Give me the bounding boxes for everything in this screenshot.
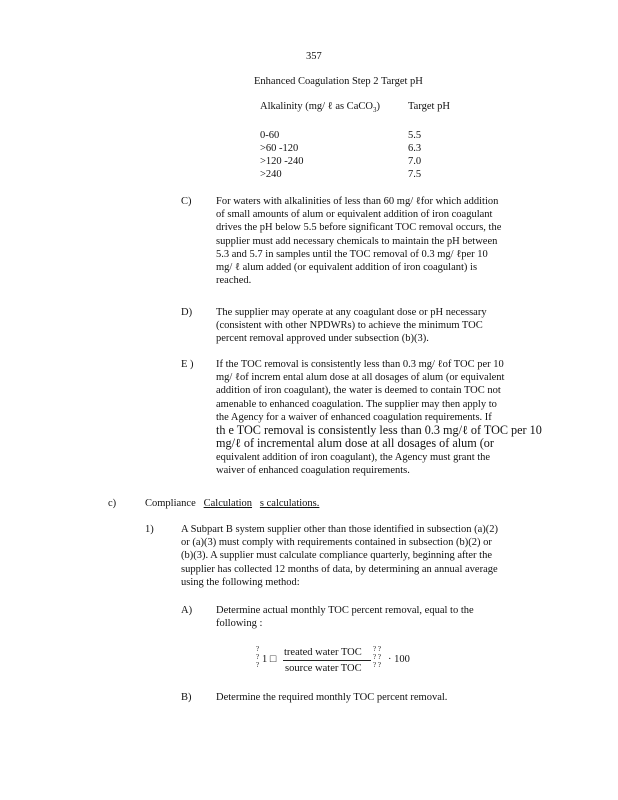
formula-one-minus: 1 □ xyxy=(262,654,277,665)
item-a-body xyxy=(216,604,474,630)
section-c-label: c) xyxy=(108,498,117,509)
para-e-label: E ) xyxy=(181,359,194,370)
item-1-line: using the following method: xyxy=(181,576,300,588)
section-c-title-struck: s calculations. xyxy=(259,498,320,509)
para-e-line: addition of iron coagulant), the water is deemed to contain TOC not xyxy=(216,385,501,397)
table-cell-alk: >120 -240 xyxy=(260,156,304,167)
table-title: Enhanced Coagulation Step 2 Target pH xyxy=(254,76,423,87)
para-e-line: mg/ ℓof increm ental alum dose at all dosages of alum (or equivalent xyxy=(216,372,505,384)
item-1-body xyxy=(181,523,498,589)
formula-left-bracket: ? ? ? xyxy=(256,645,260,669)
table-cell-alk: 0-60 xyxy=(260,130,280,141)
para-e-line: amenable to enhanced coagulation. The supplier may then apply to xyxy=(216,398,497,410)
item-1-line: or (a)(3) must comply with requirements contained in subsection (b)(2) or xyxy=(181,537,492,549)
para-e-line: waiver of enhanced coagulation requirements. xyxy=(216,465,410,477)
table-cell-ph: 7.5 xyxy=(408,169,422,180)
table-cell-ph: 6.3 xyxy=(408,143,422,154)
para-c-body xyxy=(216,195,501,287)
para-e-inserted-line: th e TOC removal is consistently less than 0.3 mg/ℓ of TOC per 10 xyxy=(216,423,542,438)
section-c-title-calculation: Calculation xyxy=(203,498,253,509)
item-a-line: Determine actual monthly TOC percent removal, equal to the xyxy=(216,605,474,616)
para-e-line: equivalent addition of iron coagulant), the Agency must grant the xyxy=(216,451,491,463)
para-d-line: (consistent with other NPDWRs) to achieve the minimum TOC xyxy=(216,320,483,332)
para-c-line: of small amounts of alum or equivalent addition of iron coagulant xyxy=(216,209,493,221)
para-e-line: If the TOC removal is consistently less than 0.3 mg/ ℓof TOC per 10 xyxy=(216,359,504,370)
para-d-label: D) xyxy=(181,307,193,318)
para-c-label: C) xyxy=(181,196,192,207)
para-c-line: mg/ ℓ alum added (or equivalent addition of iron coagulant) is xyxy=(216,262,478,274)
item-b-text: Determine the required monthly TOC percent removal. xyxy=(216,692,448,703)
table-header-alkalinity-sub: 3 xyxy=(372,106,377,115)
para-e-inserted-line: mg/ℓ of incremental alum dose at all dosages of alum (or xyxy=(216,436,494,451)
para-c-line: reached. xyxy=(216,275,252,287)
formula-fraction-bar xyxy=(283,660,371,661)
item-a-line: following : xyxy=(216,618,263,630)
item-1-line: A Subpart B system supplier other than those identified in subsection (a)(2) xyxy=(181,524,498,535)
section-c-title xyxy=(145,497,319,510)
para-d-line: The supplier may operate at any coagulant dose or pH necessary xyxy=(216,307,487,318)
table-cell-alk: >240 xyxy=(260,169,282,180)
para-c-line: 5.3 and 5.7 in samples until the TOC removal of 0.3 mg/ ℓper 10 xyxy=(216,248,488,260)
table-cell-ph: 5.5 xyxy=(408,130,422,141)
table-header-target: Target pH xyxy=(408,101,450,112)
formula-denominator: source water TOC xyxy=(285,663,362,674)
page-number: 357 xyxy=(306,51,322,62)
table-header-alkalinity-close: ) xyxy=(376,101,380,112)
item-1-line: (b)(3). A supplier must calculate compliance quarterly, beginning after the xyxy=(181,550,493,562)
formula-times-100: · 100 xyxy=(388,654,410,665)
item-1-label: 1) xyxy=(145,524,154,535)
formula-right-bracket: ? ? ? ? ? ? xyxy=(373,645,381,669)
table-cell-ph: 7.0 xyxy=(408,156,422,167)
table-header-alkalinity-text: Alkalinity (mg/ ℓ as CaCO xyxy=(260,101,373,112)
para-c-line: drives the pH below 5.5 before significant TOC removal occurs, the xyxy=(216,222,502,234)
table-header-alkalinity xyxy=(260,100,380,117)
section-c-title-compliance: Compliance xyxy=(145,498,196,509)
para-c-line: supplier must add necessary chemicals to maintain the pH between xyxy=(216,235,498,247)
item-b-label: B) xyxy=(181,692,192,703)
item-1-line: supplier has collected 12 months of data, by determining an annual average xyxy=(181,563,498,575)
para-e-body xyxy=(216,358,542,477)
formula-numerator: treated water TOC xyxy=(284,647,362,658)
item-a-label: A) xyxy=(181,605,193,616)
para-c-line: For waters with alkalinities of less than 60 mg/ ℓfor which addition xyxy=(216,196,499,207)
para-e-line: the Agency for a waiver of enhanced coagulation requirements. If xyxy=(216,411,492,423)
para-d-body xyxy=(216,306,487,346)
table-cell-alk: >60 -120 xyxy=(260,143,299,154)
para-d-line: percent removal approved under subsection (b)(3). xyxy=(216,333,429,345)
